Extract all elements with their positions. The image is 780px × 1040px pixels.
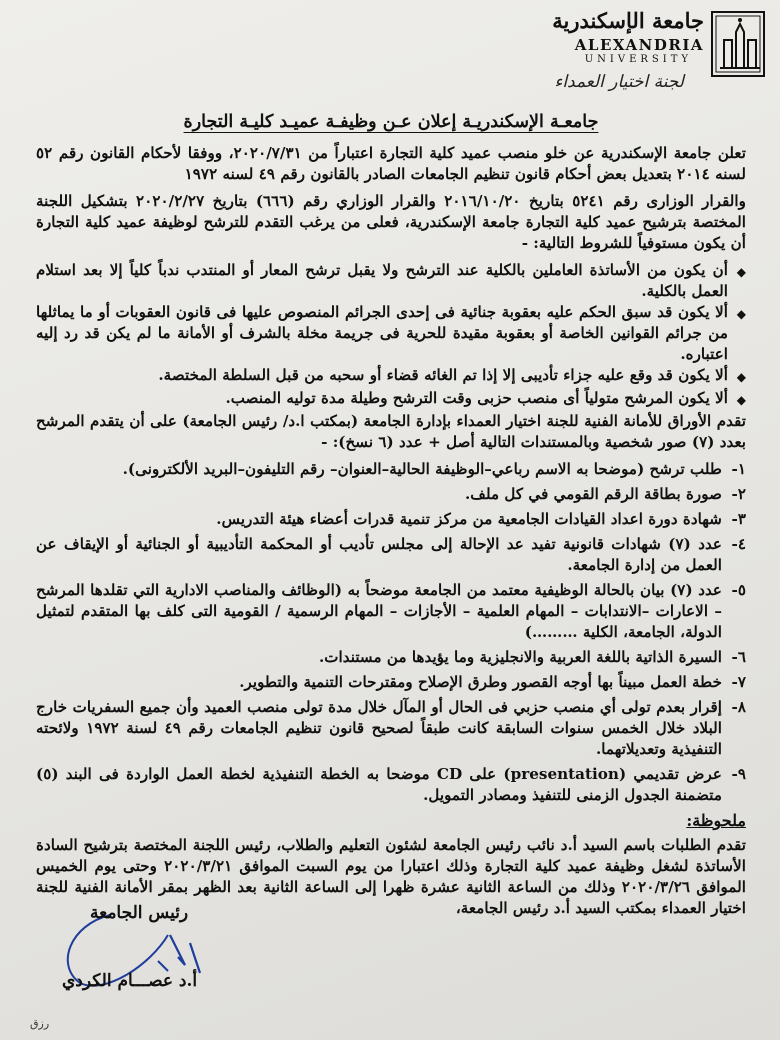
document-item: ٤- عدد (٧) شهادات قانونية تفيد عد الإحالة إلى مجلس تأديب أو المحكمة التأديبية أو الجنائية أو الإيقاف عن العمل من إدارة الجامعة. (36, 535, 746, 574)
document-item: ٩- عرض تقديمي (presentation) على CD موضحا به الخطة التنفيذية لخطة العمل الواردة فى البند (٥) متضمنة الجدول الزمنى للتنفيذ ومصادر التمويل. (36, 765, 746, 804)
condition-item: ◆ ألا يكون قد وقع عليه جزاء تأديبى إلا إذا تم الغائه قضاء أو سحبه من قبل السلطة المختصة. (36, 365, 746, 388)
condition-item: ◆ أن يكون من الأساتذة العاملين بالكلية عند الترشح ولا يقبل ترشح المعار أو المنتدب ندباً كلياً إلا بعد استلام العمل بالكلية. (36, 261, 746, 300)
note-heading: ملحوظة: (686, 811, 746, 830)
committee-name: لجنة اختيار العمداء (554, 72, 684, 92)
note-paragraph: تقدم الطلبات باسم السيد أ.د نائب رئيس الجامعة لشئون التعليم والطلاب، رئيس اللجنة المختصة بترشيح السادة الأساتذة لشغل وظيفة عميد كلية التجارة وذلك اعتبارا من يوم السبت الموافق ٢٠٢٠/٣/٢١ وحتى يوم الخميس الموافق ٢٠٢٠/٣/٢٦ وذلك من الساعة الثانية عشرة ظهرا إلى الساعة الثانية بعد الظهر بمقر الأمانة الفنية للجنة اختيار العمداء بمكتب السيد أ.د رئيس الجامعة، (36, 836, 746, 917)
signatory-name: أ.د عصـــام الكردي (62, 971, 198, 991)
university-logo-icon (710, 10, 766, 78)
announcement-title: جامعـة الإسكندريـة إعلان عـن وظيفـة عميـد كليـة التجارة (183, 112, 599, 132)
bullet-icon: ◆ (736, 370, 746, 384)
announcement-body (36, 112, 746, 925)
condition-item: ◆ ألا يكون قد سبق الحكم عليه بعقوبة جنائية فى إحدى الجرائم المنصوص عليها فى قانون العقوبات أو ما يماثلها من جرائم القوانين الخاصة أو بعقوبة مقيدة للحرية فى جريمة مخلة بالشرف أو الأمانة ما لم يكن قد رد إليه اعتباره. (36, 303, 746, 363)
university-name-arabic: جامعة الإسكندرية (552, 8, 704, 33)
document-item: ٥- عدد (٧) بيان بالحالة الوظيفية معتمد من الجامعة موضحاً به (الوظائف والمناصب الادارية التي تقلدها المرشح – الاعارات –الانتدابات – المهام العلمية – الأجازات – المهام الرسمية / القومية التى كلف بها المتقدم لتمثيل الدولة، الجامعة، الكلية ………) (36, 581, 746, 641)
document-item: ١- طلب ترشح (موضحا به الاسم رباعي–الوظيفة الحالية–العنوان– رقم التليفون–البريد الألكترونى). (122, 460, 746, 478)
intro-paragraph-2: والقرار الوزارى رقم ٥٢٤١ بتاريخ ٢٠١٦/١٠/٢٠ والقرار الوزاري رقم (٦٦٦) بتاريخ ٢٠٢٠/٢/٢٧ بتشكيل اللجنة المختصة بترشيح عميد كلية التجارة جامعة الإسكندرية، فعلى من يرغب التقدم للترشح لوظيفة عميد كلية التجارة أن يكون مستوفياً للشروط التالية: - (36, 192, 746, 252)
document-item: ٦- السيرة الذاتية باللغة العربية والانجليزية وما يؤيدها من مستندات. (318, 648, 746, 666)
documents-list (36, 459, 746, 806)
conditions-list (36, 260, 746, 411)
signatory-title: رئيس الجامعة (90, 903, 189, 923)
bullet-icon: ◆ (736, 265, 746, 279)
submission-paragraph: تقدم الأوراق للأمانة الفنية للجنة اختيار العمداء بإدارة الجامعة (بمكتب ا.د/ رئيس الجامعة) على أن يتقدم المرشح بعدد (٧) صور شخصية وبالمستندات التالية أصل + عدد (٦ نسخ): - (36, 412, 746, 451)
document-item: ٨- إقرار بعدم تولى أي منصب حزبي فى الحال أو المآل خلال مدة تولى منصب العميد وأن جميع السفريات خارج البلاد خلال الخمس سنوات السابقة كانت طبقاً لصحيح قانون تنظيم الجامعات رقم ٤٩ لسنة ١٩٧٢ ولائحته التنفيذية وتعديلاتهما. (36, 698, 746, 758)
university-name-english-sub: UNIVERSITY (584, 54, 692, 65)
document-item: ٢- صورة بطاقة الرقم القومي في كل ملف. (464, 485, 746, 503)
footer-initials: رزق (30, 1017, 50, 1030)
signature-block (50, 895, 280, 1005)
bullet-icon: ◆ (736, 307, 746, 321)
intro-paragraph-1: تعلن جامعة الإسكندرية عن خلو منصب عميد كلية التجارة اعتباراً من ٢٠٢٠/٧/٣١، ووفقا لأحكام القانون رقم ٥٢ لسنه ٢٠١٤ بتعديل بعض أحكام قانون تنظيم الجامعات الصادر بالقانون رقم ٤٩ لسنه ١٩٧٢ (36, 144, 746, 183)
university-name-english: ALEXANDRIA (574, 36, 704, 54)
document-item: ٣- شهادة دورة اعداد القيادات الجامعية من مركز تنمية قدرات أعضاء هيئة التدريس. (216, 510, 746, 528)
condition-item: ◆ ألا يكون المرشح متولياً أى منصب حزبى وقت الترشح وطيلة مدة توليه المنصب. (36, 388, 746, 411)
bullet-icon: ◆ (736, 393, 746, 407)
document-item: ٧- خطة العمل مبيناً بها أوجه القصور وطرق الإصلاح ومقترحات التنمية والتطوير. (239, 673, 746, 691)
